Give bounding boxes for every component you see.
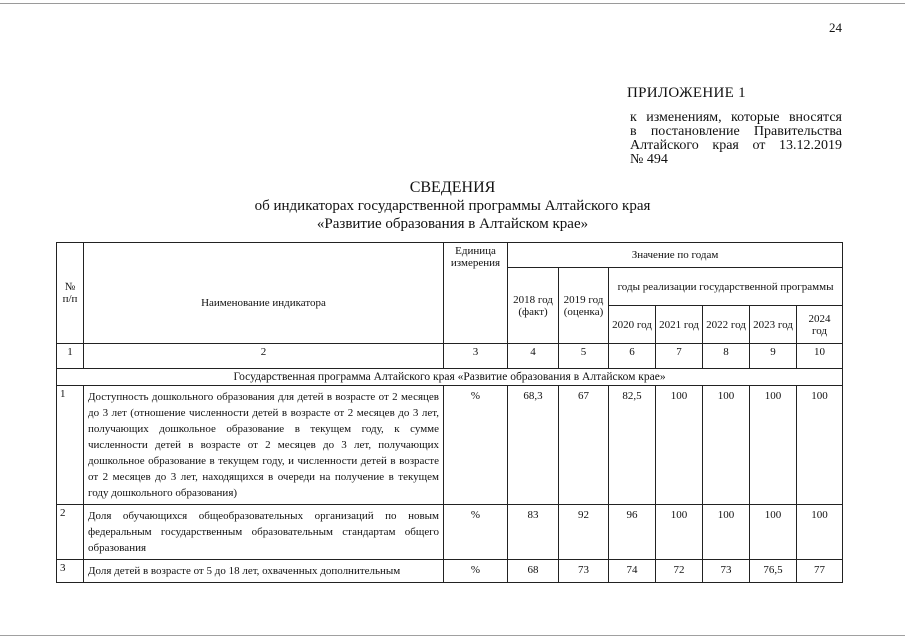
header-year: 2021 год (656, 306, 703, 344)
column-number: 1 (57, 344, 84, 369)
unit-cell: % (444, 560, 508, 583)
indicator-name: Доля детей в возрасте от 5 до 18 лет, охваченных дополнительным (84, 560, 444, 583)
row-num: 3 (57, 560, 84, 583)
document-title: СВЕДЕНИЯ (409, 179, 496, 196)
value-cell: 100 (797, 505, 843, 560)
header-program-years: годы реализации государственной программы (609, 268, 843, 306)
appendix-note-line: Алтайского края от 13.12.2019 (630, 138, 842, 153)
value-cell: 100 (797, 386, 843, 505)
value-cell: 100 (750, 505, 797, 560)
value-cell: 73 (703, 560, 750, 583)
appendix-note-line: № 494 (630, 152, 668, 167)
column-number: 3 (444, 344, 508, 369)
value-cell: 73 (559, 560, 609, 583)
value-cell: 67 (559, 386, 609, 505)
indicator-name: Доступность дошкольного образования для детей в возрасте от 2 месяцев до 3 лет (отношение численности детей в возрасте от 2 месяцев до 3 лет, получающих дошкольное образование в текущем году, к сумме численности детей в возрасте от 2 месяцев до 3 лет, получающих дошкольное образование в текущем году, и численности детей в возрасте от 2 месяцев до 3 лет, находящихся в очереди на получение в текущем году дошкольного образования) (84, 386, 444, 505)
indicators-table (56, 242, 843, 583)
value-cell: 100 (750, 386, 797, 505)
section-title: Государственная программа Алтайского края «Развитие образования в Алтайском крае» (57, 369, 843, 386)
value-cell: 100 (656, 386, 703, 505)
value-cell: 92 (559, 505, 609, 560)
header-year: 2022 год (703, 306, 750, 344)
value-cell: 100 (656, 505, 703, 560)
table-row (57, 560, 843, 583)
table-row (57, 386, 843, 505)
page-number: 24 (829, 20, 842, 35)
appendix-title: ПРИЛОЖЕНИЕ 1 (627, 85, 746, 101)
value-cell: 68 (508, 560, 559, 583)
value-cell: 74 (609, 560, 656, 583)
program-name: «Развитие образования в Алтайском крае» (316, 216, 589, 232)
column-number: 5 (559, 344, 609, 369)
header-row (57, 243, 843, 268)
header-year: 2020 год (609, 306, 656, 344)
document-subtitle: об индикаторах государственной программы Алтайского края (254, 198, 651, 214)
unit-cell: % (444, 386, 508, 505)
value-cell: 72 (656, 560, 703, 583)
row-num: 1 (57, 386, 84, 505)
value-cell: 96 (609, 505, 656, 560)
column-number: 6 (609, 344, 656, 369)
value-cell: 77 (797, 560, 843, 583)
header-year: 2024 год (797, 306, 843, 344)
value-cell: 68,3 (508, 386, 559, 505)
column-number: 10 (797, 344, 843, 369)
table-row (57, 505, 843, 560)
column-number-row (57, 344, 843, 369)
unit-cell: % (444, 505, 508, 560)
value-cell: 83 (508, 505, 559, 560)
scan-edge-top (0, 3, 905, 4)
value-cell: 82,5 (609, 386, 656, 505)
appendix-note (630, 111, 842, 167)
column-number: 9 (750, 344, 797, 369)
header-num: № п/п (57, 243, 84, 344)
header-name: Наименование индикатора (84, 243, 444, 344)
column-number: 4 (508, 344, 559, 369)
column-number: 8 (703, 344, 750, 369)
section-row (57, 369, 843, 386)
value-cell: 76,5 (750, 560, 797, 583)
value-cell: 100 (703, 386, 750, 505)
column-number: 7 (656, 344, 703, 369)
appendix-note-line: в постановление Правительства (630, 124, 842, 139)
row-num: 2 (57, 505, 84, 560)
indicator-name: Доля обучающихся общеобразовательных организаций по новым федеральным государственным образовательным стандартам общего образования (84, 505, 444, 560)
header-values: Значение по годам (508, 243, 843, 268)
header-year-2018: 2018 год (факт) (508, 268, 559, 344)
header-unit: Единица измерения (444, 243, 508, 344)
appendix-note-line: к изменениям, которые вносятся (630, 110, 842, 125)
scan-edge-bottom (0, 635, 905, 636)
header-year-2019: 2019 год (оценка) (559, 268, 609, 344)
header-year: 2023 год (750, 306, 797, 344)
value-cell: 100 (703, 505, 750, 560)
column-number: 2 (84, 344, 444, 369)
